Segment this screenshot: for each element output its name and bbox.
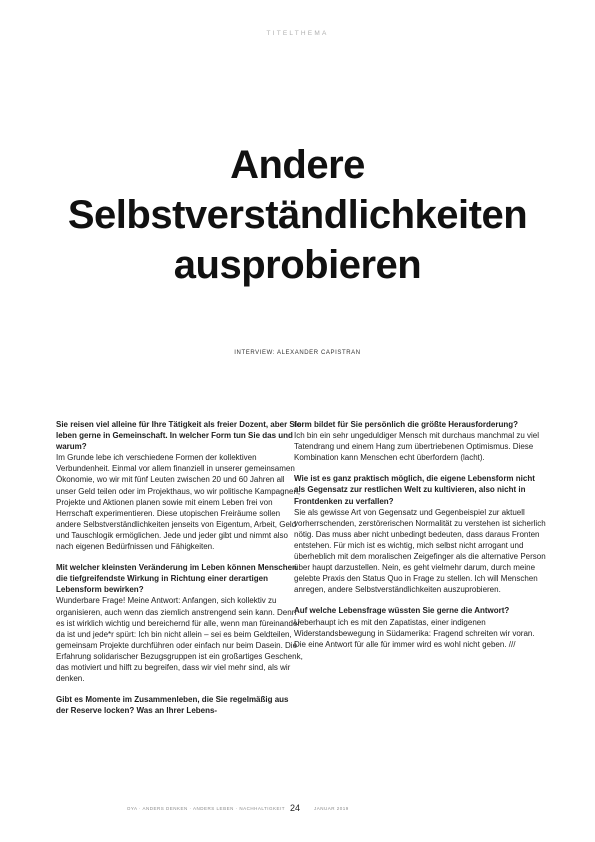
interview-question: Wie ist es ganz praktisch möglich, die eigene Lebensform nicht als Gegensatz zur restlichen Welt zu kultivieren, also nicht in Frontdenken zu verfallen? (294, 474, 535, 506)
footer-left-text: OYA · ANDERS DENKEN · ANDERS LEBEN · NACHHALTIGKEIT (126, 806, 285, 811)
qa-block (294, 419, 546, 463)
qa-block (56, 694, 303, 716)
title-line-3: ausprobieren (173, 243, 422, 287)
interview-question: Sie reisen viel alleine für Ihre Tätigkeit als freier Dozent, aber Sie leben gerne in Gemeinschaft. In welcher Form tun Sie das und warum? (56, 420, 302, 452)
qa-block (294, 473, 546, 595)
interview-answer: Ueberhaupt ich es mit den Zapatistas, einer indigenen Widerstandsbewegung in Südamerika: Fragend schreiten wir voran. Die eine Antwort für alle für immer wird es wohl nicht geben. /// (294, 617, 535, 649)
qa-block (56, 562, 303, 684)
section-kicker: TITELTHEMA (266, 30, 329, 37)
interview-question: Auf welche Lebensfrage wüssten Sie gerne die Antwort? (294, 606, 510, 616)
interview-answer: Wunderbare Frage! Meine Antwort: Anfangen, sich kollektiv zu organisieren, auch wenn das ziemlich anstrengend sein kann. Denn es ist wirklich wichtig und bereichernd für alle, wenn man füreinander da ist und jede*r spürt: Ich bin nicht allein – sei es beim Geldteilen, gemeinsam Projekte durchführen oder einfach nur beim Dasein. Die Erfahrung solidarischer Bezugsgruppen ist ein großartiges Geschenk, das motiviert und hilft zu begreifen, dass wir viel mehr sind, als wir denken. (56, 596, 303, 684)
page-footer (0, 803, 595, 815)
interview-question: form bildet für Sie persönlich die größte Herausforderung? (294, 420, 519, 429)
article-title (0, 140, 595, 290)
interview-answer: Sie als gewisse Art von Gegensatz und Gegenbeispiel zur aktuell vorherrschenden, zerstörerischen Normalität zu verstehen ist sicherlich nötig. Das muss aber nicht unbedingt bedeuten, dass daraus Fronten entstehen. Für mich ist es wichtig, mich selbst nicht arrogant und überheblich mit dem moralischen Zeigefinger als die alternative Person über haupt darzustellen. Nein, es geht vielmehr darum, durch meine gelebte Praxis den Status Quo in Frage zu stellen. Ich will Menschen anregen, andere Selbstverständlichkeiten auszuprobieren. (294, 507, 546, 595)
qa-block (56, 419, 303, 552)
title-line-2: Selbstverständlichkeiten (67, 193, 528, 237)
qa-block (294, 605, 546, 649)
interview-answer: Im Grunde lebe ich verschiedene Formen der kollektiven Verbundenheit. Einmal vor allem finanziell in unserer gemeinsamen Ökonomie, wo wir mit fünf Leuten zwischen 20 und 60 Jahren all unser Geld teilen oder im Projekthaus, wo wir politische Kampagnen, Projekte und Aktionen planen sowie mit einem Leben frei von Herrschaft experimentieren. Diese utopischen Freiräume sollen andere Selbstverständlichkeiten jenseits von Eigentum, Arbeit, Geld und Tauschlogik ermöglichen. Jede und jeder gibt und nimmt also nach eigenen Bedürfnissen und Fähigkeiten. (56, 453, 301, 552)
footer-right-text: JANUAR 2019 (314, 806, 349, 811)
interview-answer: Ich bin ein sehr ungeduldiger Mensch mit durchaus manchmal zu viel Tatendrang und einem Hang zum übertriebenen Optimismus. Diese Kombination kann Menschen echt überfordern (lacht). (294, 431, 540, 463)
right-column (294, 419, 546, 660)
title-line-1: Andere (230, 143, 365, 187)
page-number: 24 (290, 803, 301, 813)
interview-question: Mit welcher kleinsten Veränderung im Leben können Menschen die tiefgreifendste Wirkung in Richtung einer derartigen Lebensform bewirken? (56, 563, 297, 595)
left-column (56, 419, 303, 726)
byline: INTERVIEW: ALEXANDER CAPISTRAN (234, 350, 361, 356)
interview-question: Gibt es Momente im Zusammenleben, die Sie regelmäßig aus der Reserve locken? Was an Ihrer Lebens- (56, 695, 289, 716)
